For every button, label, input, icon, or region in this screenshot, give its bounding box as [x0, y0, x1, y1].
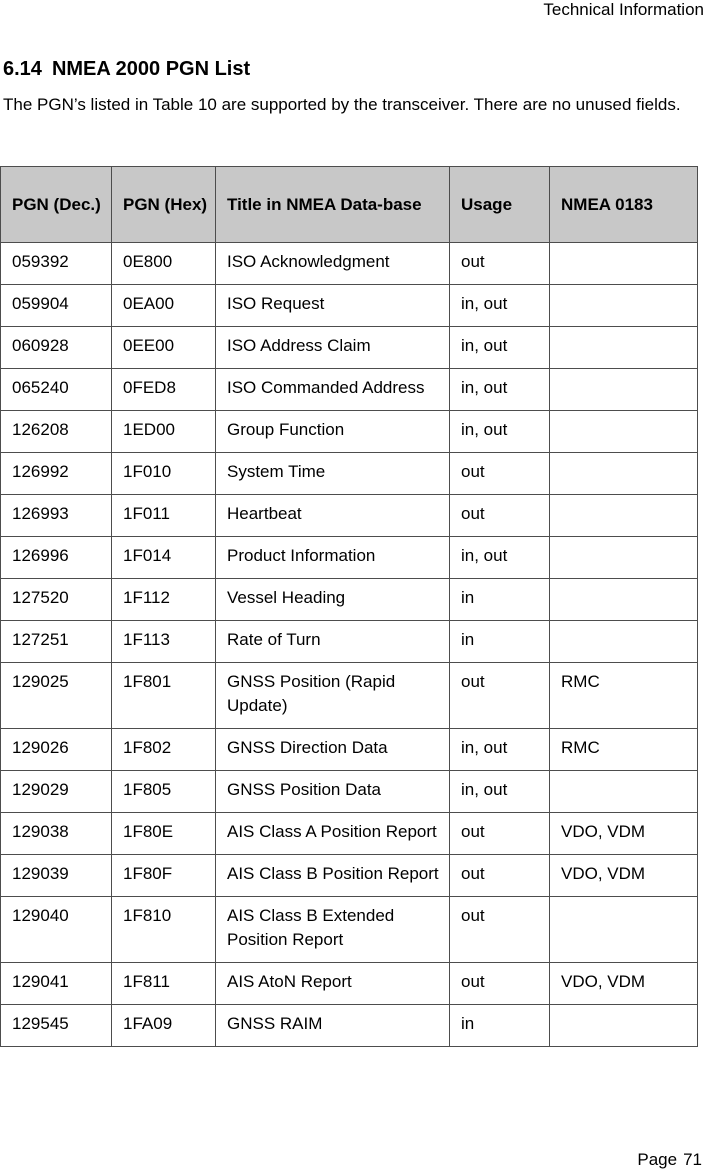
table-row	[1, 369, 698, 411]
cell-pgn-hex: 1F010	[112, 453, 216, 495]
cell-usage: in, out	[450, 411, 550, 453]
cell-title: Heartbeat	[216, 495, 450, 537]
page-label: Page	[637, 1150, 678, 1169]
cell-nmea-0183	[550, 327, 698, 369]
cell-usage: out	[450, 495, 550, 537]
cell-title: ISO Commanded Address	[216, 369, 450, 411]
cell-pgn-dec: 126996	[1, 537, 112, 579]
table-row	[1, 285, 698, 327]
cell-usage: out	[450, 963, 550, 1005]
table-row	[1, 771, 698, 813]
cell-nmea-0183	[550, 771, 698, 813]
intro-paragraph: The PGN’s listed in Table 10 are supported by the transceiver. There are no unused fields.	[3, 95, 681, 114]
pgn-table	[0, 166, 698, 1047]
cell-title: Product Information	[216, 537, 450, 579]
table-row	[1, 495, 698, 537]
cell-title: AIS AtoN Report	[216, 963, 450, 1005]
cell-nmea-0183: VDO, VDM	[550, 855, 698, 897]
cell-nmea-0183: RMC	[550, 729, 698, 771]
cell-pgn-dec: 059904	[1, 285, 112, 327]
table-row	[1, 621, 698, 663]
cell-nmea-0183	[550, 537, 698, 579]
page-footer	[637, 1149, 702, 1171]
cell-title: GNSS Position (Rapid Update)	[216, 663, 450, 729]
cell-pgn-hex: 0E800	[112, 243, 216, 285]
cell-pgn-hex: 1F113	[112, 621, 216, 663]
cell-title: Vessel Heading	[216, 579, 450, 621]
cell-pgn-hex: 1F80E	[112, 813, 216, 855]
cell-pgn-dec: 129038	[1, 813, 112, 855]
cell-pgn-dec: 126992	[1, 453, 112, 495]
table-row	[1, 897, 698, 963]
cell-pgn-hex: 1F801	[112, 663, 216, 729]
cell-usage: out	[450, 663, 550, 729]
table-row	[1, 327, 698, 369]
table-row	[1, 729, 698, 771]
cell-title: AIS Class A Position Report	[216, 813, 450, 855]
cell-nmea-0183	[550, 621, 698, 663]
cell-title: GNSS Position Data	[216, 771, 450, 813]
cell-nmea-0183: VDO, VDM	[550, 813, 698, 855]
cell-usage: in	[450, 1005, 550, 1047]
cell-usage: out	[450, 243, 550, 285]
table-row	[1, 579, 698, 621]
column-header-title: Title in NMEA Data-base	[216, 167, 450, 243]
table-row	[1, 663, 698, 729]
cell-title: System Time	[216, 453, 450, 495]
cell-nmea-0183	[550, 897, 698, 963]
table-row	[1, 243, 698, 285]
cell-title: Group Function	[216, 411, 450, 453]
section-number: 6.14	[3, 58, 42, 80]
cell-pgn-hex: 0FED8	[112, 369, 216, 411]
cell-pgn-dec: 059392	[1, 243, 112, 285]
column-header-nmea-0183: NMEA 0183	[550, 167, 698, 243]
cell-usage: out	[450, 813, 550, 855]
table-row	[1, 963, 698, 1005]
cell-usage: in, out	[450, 729, 550, 771]
cell-nmea-0183	[550, 285, 698, 327]
cell-usage: in, out	[450, 285, 550, 327]
cell-pgn-dec: 127520	[1, 579, 112, 621]
running-header: Technical Information	[543, 0, 704, 19]
cell-pgn-dec: 129040	[1, 897, 112, 963]
cell-nmea-0183	[550, 369, 698, 411]
cell-pgn-dec: 129545	[1, 1005, 112, 1047]
column-header-pgn-dec: PGN (Dec.)	[1, 167, 112, 243]
cell-nmea-0183	[550, 495, 698, 537]
cell-title: AIS Class B Extended Position Report	[216, 897, 450, 963]
cell-title: AIS Class B Position Report	[216, 855, 450, 897]
column-header-pgn-hex: PGN (Hex)	[112, 167, 216, 243]
cell-usage: in, out	[450, 771, 550, 813]
cell-pgn-hex: 1F810	[112, 897, 216, 963]
cell-pgn-dec: 129039	[1, 855, 112, 897]
cell-pgn-dec: 129029	[1, 771, 112, 813]
cell-usage: in	[450, 579, 550, 621]
cell-pgn-dec: 065240	[1, 369, 112, 411]
cell-nmea-0183	[550, 1005, 698, 1047]
cell-pgn-dec: 129026	[1, 729, 112, 771]
cell-usage: in	[450, 621, 550, 663]
cell-nmea-0183	[550, 579, 698, 621]
cell-nmea-0183	[550, 411, 698, 453]
cell-title: GNSS Direction Data	[216, 729, 450, 771]
section-heading	[3, 57, 250, 81]
table-row	[1, 537, 698, 579]
cell-usage: in, out	[450, 369, 550, 411]
cell-pgn-hex: 1F80F	[112, 855, 216, 897]
cell-pgn-dec: 126993	[1, 495, 112, 537]
table-row	[1, 411, 698, 453]
cell-usage: in, out	[450, 537, 550, 579]
cell-pgn-hex: 1F805	[112, 771, 216, 813]
cell-pgn-dec: 127251	[1, 621, 112, 663]
table-body	[1, 243, 698, 1047]
cell-pgn-hex: 1F014	[112, 537, 216, 579]
cell-pgn-hex: 1FA09	[112, 1005, 216, 1047]
cell-pgn-hex: 0EA00	[112, 285, 216, 327]
table-row	[1, 453, 698, 495]
table-row	[1, 1005, 698, 1047]
cell-usage: out	[450, 855, 550, 897]
cell-usage: out	[450, 897, 550, 963]
table-header-row	[1, 167, 698, 243]
cell-usage: in, out	[450, 327, 550, 369]
cell-pgn-hex: 0EE00	[112, 327, 216, 369]
cell-nmea-0183	[550, 453, 698, 495]
cell-title: ISO Address Claim	[216, 327, 450, 369]
cell-pgn-hex: 1F802	[112, 729, 216, 771]
cell-pgn-dec: 126208	[1, 411, 112, 453]
table-row	[1, 855, 698, 897]
cell-title: ISO Request	[216, 285, 450, 327]
table-row	[1, 813, 698, 855]
section-title: NMEA 2000 PGN List	[51, 58, 251, 80]
cell-pgn-dec: 060928	[1, 327, 112, 369]
cell-title: ISO Acknowledgment	[216, 243, 450, 285]
cell-nmea-0183: VDO, VDM	[550, 963, 698, 1005]
cell-title: Rate of Turn	[216, 621, 450, 663]
cell-pgn-hex: 1F811	[112, 963, 216, 1005]
cell-nmea-0183	[550, 243, 698, 285]
cell-pgn-dec: 129041	[1, 963, 112, 1005]
page-number: 71	[683, 1150, 702, 1169]
cell-pgn-hex: 1ED00	[112, 411, 216, 453]
cell-nmea-0183: RMC	[550, 663, 698, 729]
column-header-usage: Usage	[450, 167, 550, 243]
cell-pgn-hex: 1F011	[112, 495, 216, 537]
cell-pgn-hex: 1F112	[112, 579, 216, 621]
cell-title: GNSS RAIM	[216, 1005, 450, 1047]
cell-usage: out	[450, 453, 550, 495]
cell-pgn-dec: 129025	[1, 663, 112, 729]
